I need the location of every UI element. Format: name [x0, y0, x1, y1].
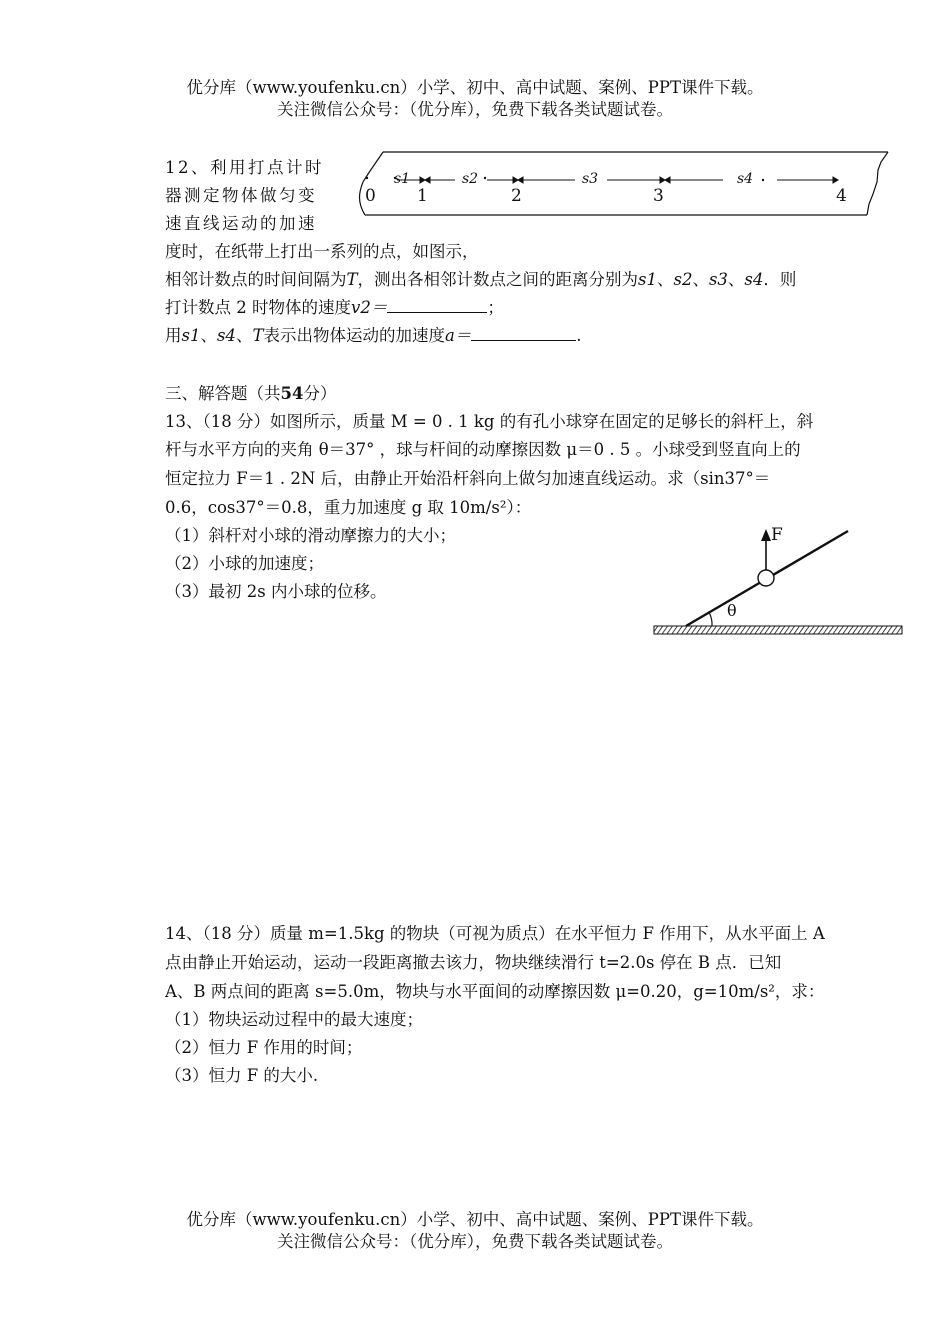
q12-line-5-a: 相邻计数点的时间间隔为 [165, 270, 347, 289]
q12-l7-s1: s1 [181, 326, 201, 345]
footer-line-1: 优分库（www.youfenku.cn）小学、初中、高中试题、案例、PPT课件下载。 [186, 1210, 764, 1229]
q13-line-3: 恒定拉力 F＝1 . 2N 后，由静止开始沿杆斜向上做匀加速直线运动。求（sin37°＝ [165, 469, 771, 488]
q12-a-eq: a＝ [444, 326, 472, 345]
q12-wrap-line-2: 器测定物体做匀变 [165, 186, 317, 205]
tape-point-3: 3 [653, 186, 664, 206]
ground-hatch [654, 626, 902, 634]
tape-point-4: 4 [836, 186, 847, 206]
q12-line-7-b: 表示出物体运动的加速度 [263, 326, 445, 345]
q12-s2: s2 [673, 270, 693, 289]
q12-l7-T: T [252, 326, 264, 345]
q12-line-6: 打计数点 2 时物体的速度v2＝ ； [165, 298, 504, 317]
q14-line-1: 14、（18 分）质量 m=1.5kg 的物块（可视为质点）在水平恒力 F 作用下，从水平面上 A [165, 924, 825, 943]
q14-line-3: A、B 两点间的距离 s=5.0m，物块与水平面间的动摩擦因数 μ=0.20，g=10m/s²，求： [165, 982, 825, 1001]
q14-line-2: 点由静止开始运动，运动一段距离撤去该力，物块继续滑行 t=2.0s 停在 B 点．已知 [165, 953, 782, 972]
q14-sub-3: （3）恒力 F 的大小. [165, 1066, 319, 1085]
q13-sub-3: （3）最初 2s 内小球的位移。 [165, 582, 387, 601]
q12-s4: s4 [744, 270, 764, 289]
header-line-1: 优分库（www.youfenku.cn）小学、初中、高中试题、案例、PPT课件下载。 [186, 78, 764, 97]
q12-line-7-a: 用 [165, 326, 182, 345]
q12-line-4: 度时，在纸带上打出一系列的点，如图示， [165, 242, 479, 261]
tape-seg-label-s2: s2 [462, 171, 479, 187]
q12-l7-s4: s4 [216, 326, 236, 345]
tape-point-1: 1 [417, 186, 428, 206]
q12-line-5-c: 则 [779, 270, 797, 289]
q12-line-7: 用s1、s4、T表示出物体运动的加速度a＝ . [165, 326, 582, 345]
ball [758, 570, 774, 586]
incline-figure [650, 518, 906, 640]
footer-line-2: 关注微信公众号：（优分库），免费下载各类试题试卷。 [277, 1232, 673, 1251]
answer-blank-v2[interactable] [387, 296, 487, 313]
tape-outline [360, 152, 889, 215]
tape-seg-label-s3: s3 [582, 171, 599, 187]
q12-line-6-a: 打计数点 2 时物体的速度 [165, 298, 351, 317]
q12-line-5-b: ，测出各相邻计数点之间的距离分别为 [357, 270, 639, 289]
q13-line-4: 0.6，cos37°＝0.8，重力加速度 g 取 10m/s²）： [165, 498, 532, 517]
angle-label: θ [727, 601, 737, 620]
section-3-title-b: 分） [303, 384, 337, 403]
q12-line-5: 相邻计数点的时间间隔为T，测出各相邻计数点之间的距离分别为s1、s2、s3、s4．则 [165, 270, 797, 289]
q12-wrap-line-1: 12、利用打点计时 [165, 158, 324, 177]
force-label: F [771, 525, 783, 545]
q12-wrap-line-3: 速直线运动的加速 [165, 214, 317, 233]
angle-arc [709, 613, 712, 626]
q12-s3: s3 [708, 270, 728, 289]
q13-line-2: 杆与水平方向的夹角 θ＝37° ，球与杆间的动摩擦因数 μ＝0 . 5 。小球受到竖直向上的 [165, 440, 801, 459]
q13-sub-1: （1）斜杆对小球的滑动摩擦力的大小； [165, 526, 456, 545]
answer-blank-a[interactable] [471, 324, 576, 341]
force-arrowhead [761, 529, 771, 541]
tape-seg-label-s4: s4 [737, 171, 754, 187]
tape-point-2: 2 [511, 186, 522, 206]
section-3-title [165, 382, 336, 406]
q14-sub-1: （1）物块运动过程中的最大速度； [165, 1010, 423, 1029]
q12-v2: v2＝ [351, 298, 388, 317]
q13-line-1: 13、（18 分）如图所示，质量 M = 0 . 1 kg 的有孔小球穿在固定的足够长的斜杆上，斜 [165, 412, 814, 431]
paper-tape-figure [345, 142, 895, 222]
q14-sub-2: （2）恒力 F 作用的时间； [165, 1038, 363, 1057]
q12-s1: s1 [638, 270, 657, 289]
tape-seg-label-s1: s1 [394, 171, 411, 187]
q12-T: T [346, 270, 358, 289]
section-3-title-a: 三、解答题（共 [165, 384, 281, 403]
section-3-score: 54 [280, 384, 304, 403]
tape-point-0: 0 [365, 186, 376, 206]
q13-sub-2: （2）小球的加速度； [165, 554, 324, 573]
header-line-2: 关注微信公众号：（优分库），免费下载各类试题试卷。 [277, 100, 673, 119]
